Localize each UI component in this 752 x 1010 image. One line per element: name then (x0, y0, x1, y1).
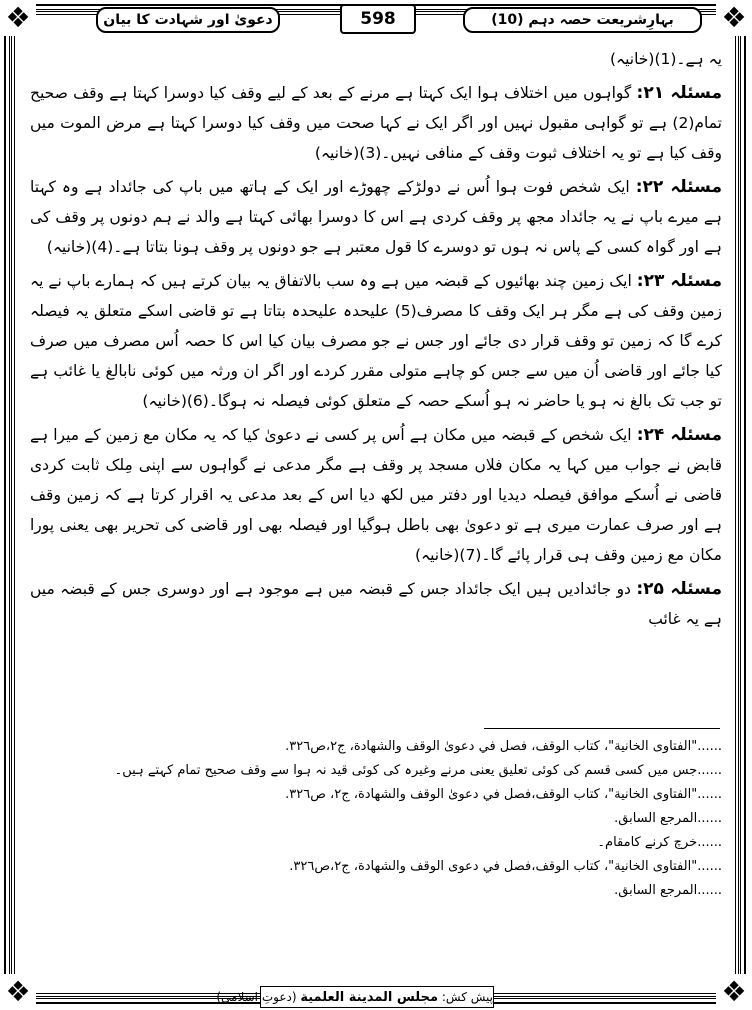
footer-suffix: (دعوتِ اسلامی) (216, 990, 297, 1004)
paragraph-text: گواہوں میں اختلاف ہوا ایک کہتا ہے مرنے کے بعد کے لیے وقف کیا دوسرا کہتا ہے وقف صحیح تمام(2) ہے تو گواہی مقبول نہیں اور اگر ایک نے کہا صحت میں وقف کیا دوسرا کہتا ہے مرض الموت میں وقف کیا ہے تو یہ اختلاف ثبوت وقف کے منافی نہیں۔(3)(خانیہ) (30, 84, 722, 162)
chapter-title: دعویٰ اور شہادت کا بیان (96, 7, 280, 33)
publisher-footer (216, 986, 494, 1008)
paragraph-text: ایک زمین چند بھائیوں کے قبضہ میں ہے وہ سب بالاتفاق یہ بیان کرتے ہیں کہ ہمارے باپ نے یہ زمین وقف کی ہے مگر ہر ایک وقف کا مصرف(5) علیحدہ علیحدہ بتاتا ہے تو قاضی اسکے متعلق یہ فیصلہ کرے گا کہ زمین تو وقف قرار دی جائے اور جس نے جو مصرف بیان کیا اس کا حصہ اُس مصرف میں صرف کیا جائے اور قاضی اُن میں سے جس کو چاہے متولی مقرر کردے اور اگر ان ورثہ میں کوئی نابالغ یا غائب ہے تو جب تک بالغ نہ ہو یا حاضر نہ ہو اُسکے حصہ کے متعلق کوئی فیصلہ نہ ہوگا۔(6)(خانیہ) (30, 272, 722, 410)
masala-heading: مسئلہ ۲۱: (636, 83, 722, 103)
paragraph (30, 420, 722, 570)
masala-heading: مسئلہ ۲۴: (636, 425, 722, 445)
footnote (30, 831, 722, 855)
paragraph-text: دو جائدادیں ہیں ایک جائداد جس کے قبضہ میں ہے موجود ہے اور دوسری جس کے قبضہ میں ہے یہ غائب (30, 580, 722, 628)
main-text (30, 44, 722, 638)
footnote-text: "الفتاوى الخانية"، كتاب الوقف،فصل في دعوىٰ الوقف والشهادة، ج٢، ص٣٢٦. (285, 787, 698, 802)
footnote-text: المرجع السابق. (614, 811, 698, 826)
footnote-text: المرجع السابق. (614, 883, 698, 898)
corner-ornament-icon: ❖ (0, 0, 36, 36)
paragraph-text: ایک شخص کے قبضہ میں مکان ہے اُس پر کسی نے دعویٰ کیا کہ یہ مکان مع زمین کے میرا ہے قابض نے جواب میں کہا یہ مکان فلاں مسجد پر وقف ہے مگر مدعی نے گواہوں سے اپنی مِلک ثابت کردی قاضی نے اُسکے موافق فیصلہ دیدیا اور دفتر میں لکھ دیا اس کے بعد مدعی یہ اقرار کرتا ہے کہ زمین وقف ہے اور صرف عمارت میری ہے تو دعویٰ بھی باطل ہوگیا اور فیصلہ بھی اور قاضی کی تحریر بھی یعنی پورا مکان مع زمین وقف ہی قرار پائے گا۔(7)(خانیہ) (30, 426, 722, 564)
paragraph (30, 266, 722, 416)
footnote (30, 807, 722, 831)
footnote-marker: ...... (697, 859, 722, 874)
paragraph (30, 172, 722, 262)
publisher-name: مجلس المدينة العلمية (300, 990, 439, 1005)
footnote-text: "الفتاوى الخانية"، كتاب الوقف،فصل في دعوى الوقف والشهادة، ج٢،ص٣٢٦. (289, 859, 698, 874)
paragraph-text: یہ ہے۔(1)(خانیہ) (609, 50, 722, 68)
footnote-marker: ...... (697, 835, 722, 850)
footer-prefix: پیش کش: (441, 990, 493, 1004)
corner-ornament-icon: ❖ (716, 0, 752, 36)
footnote (30, 879, 722, 903)
footnote (30, 783, 722, 807)
footnote-marker: ...... (697, 883, 722, 898)
page-header (50, 4, 702, 32)
footnote (30, 735, 722, 759)
masala-heading: مسئلہ ۲۵: (636, 579, 722, 599)
footnote (30, 855, 722, 879)
masala-heading: مسئلہ ۲۲: (635, 177, 722, 197)
paragraph (30, 44, 722, 74)
footnote-marker: ...... (697, 811, 722, 826)
footnote-text: جس میں کسی قسم کی کوئی تعلیق یعنی مرنے وغیرہ کی کوئی قید نہ ہوا سے وقف صحیح تمام کہتے ہیں۔ (114, 763, 698, 778)
corner-ornament-icon: ❖ (716, 974, 752, 1010)
footnote-marker: ...... (697, 763, 722, 778)
corner-ornament-icon: ❖ (0, 974, 36, 1010)
page-number: 598 (340, 4, 416, 34)
footnote-marker: ...... (697, 739, 722, 754)
footnote-text: خرچ کرنے کامقام۔ (597, 835, 698, 850)
book-title: بہارِشریعت حصہ دہم (10) (463, 7, 702, 33)
footnote-marker: ...... (697, 787, 722, 802)
paragraph-text: ایک شخص فوت ہوا اُس نے دولڑکے چھوڑے اور ایک کے ہاتھ میں باپ کی جائداد ہے وہ کہتا ہے میرے باپ نے یہ جائداد مجھ پر وقف کردی ہے اس کا دوسرا بھائی کہتا ہے والد نے ہم دونوں پر وقف کی ہے اور گواہ کسی کے پاس نہ ہوں تو دوسرے کا قول معتبر ہے جو دونوں پر وقف ہونا بتاتا ہے۔(4)(خانیہ) (30, 178, 722, 256)
footnote-divider (484, 728, 720, 729)
paragraph (30, 78, 722, 168)
masala-heading: مسئلہ ۲۳: (636, 271, 722, 291)
footnote (30, 759, 722, 783)
paragraph (30, 574, 722, 634)
footnote-text: "الفتاوى الخانية"، كتاب الوقف، فصل في دعوىٰ الوقف والشهادة، ج٢،ص٣٢٦. (285, 739, 698, 754)
footnotes (30, 735, 722, 903)
